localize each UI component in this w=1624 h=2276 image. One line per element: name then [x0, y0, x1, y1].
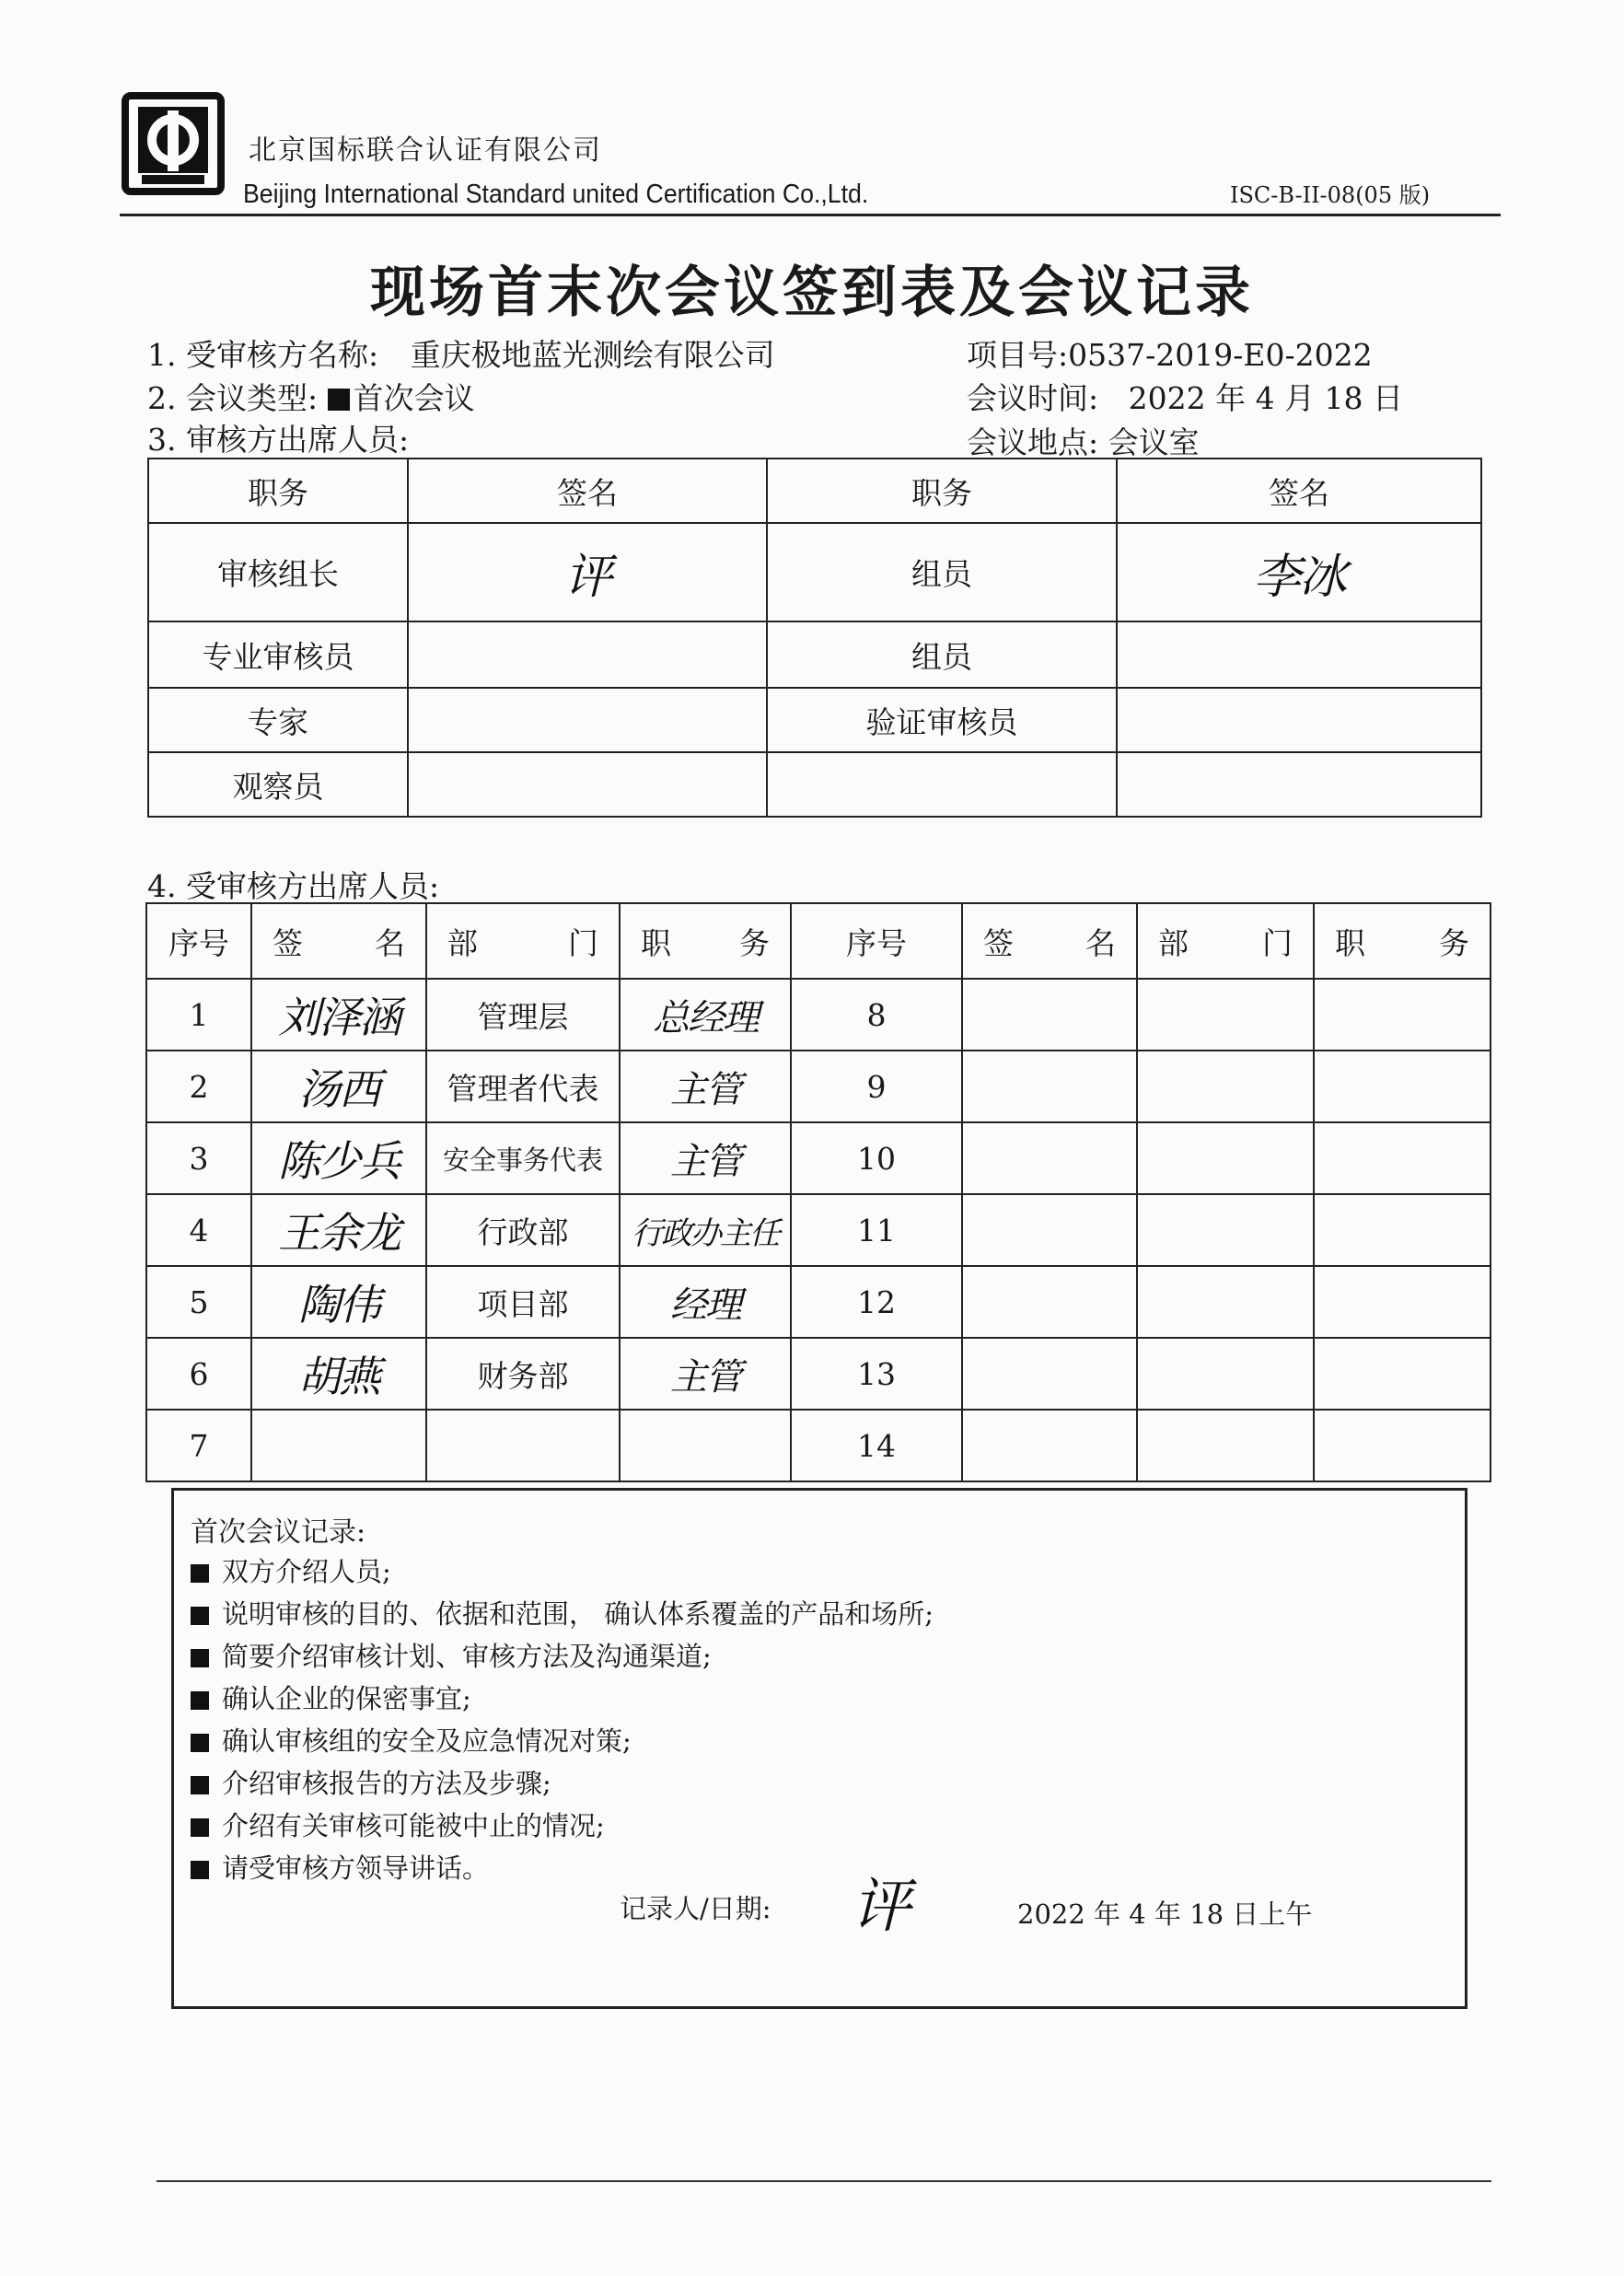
role-cell: 组员	[767, 621, 1117, 688]
row-number: 13	[791, 1338, 962, 1410]
title-cell: 主管	[620, 1338, 791, 1410]
empty-cell	[1314, 1051, 1491, 1122]
title-cell: 行政办主任	[620, 1194, 791, 1266]
checked-box-icon	[191, 1607, 209, 1625]
audit-team-table	[147, 458, 1482, 818]
auditee-name-value: 重庆极地蓝光测绘有限公司	[410, 337, 775, 373]
signature-cell: 陶伟	[251, 1266, 426, 1338]
footer-divider	[157, 2180, 1491, 2182]
role-cell: 组员	[767, 523, 1117, 621]
table-row	[146, 1410, 1491, 1481]
table-row	[146, 1266, 1491, 1338]
row-number: 9	[791, 1051, 962, 1122]
role-cell: 专业审核员	[148, 621, 408, 688]
note-text: 确认企业的保密事宜;	[222, 1683, 471, 1714]
signature-cell	[1117, 752, 1481, 817]
signature-cell: 评	[408, 523, 767, 621]
company-name-en: Beijing International Standard united Certification Co.,Ltd.	[243, 180, 869, 209]
empty-cell	[962, 1338, 1137, 1410]
meeting-place-line	[967, 419, 1200, 462]
empty-cell	[962, 1410, 1137, 1481]
signature-cell	[408, 688, 767, 752]
header-signature: 签名	[408, 459, 767, 523]
row-number: 2	[146, 1051, 251, 1122]
header-char: 部	[1158, 924, 1189, 961]
signature-cell: 胡燕	[251, 1338, 426, 1410]
audit-attendees-label: 3. 审核方出席人员:	[147, 422, 410, 458]
department-cell: 管理层	[426, 979, 620, 1051]
row-number: 1	[146, 979, 251, 1051]
department-cell: 行政部	[426, 1194, 620, 1266]
header-char: 务	[1439, 924, 1469, 961]
department-cell: 管理者代表	[426, 1051, 620, 1122]
table-row	[146, 979, 1491, 1051]
role-cell: 观察员	[148, 752, 408, 817]
checked-box-icon	[191, 1818, 209, 1837]
empty-cell	[1314, 1194, 1491, 1266]
header-char: 名	[1085, 924, 1116, 961]
signature-cell	[408, 752, 767, 817]
table-row	[146, 1122, 1491, 1194]
empty-cell	[1314, 1122, 1491, 1194]
empty-cell	[962, 1266, 1137, 1338]
note-text: 介绍审核报告的方法及步骤;	[222, 1768, 551, 1799]
checked-box-icon	[191, 1861, 209, 1879]
company-name-cn: 北京国标联合认证有限公司	[249, 134, 602, 167]
empty-cell	[1314, 1266, 1491, 1338]
row-number: 3	[146, 1122, 251, 1194]
meeting-notes-box	[171, 1488, 1467, 2009]
role-cell: 审核组长	[148, 523, 408, 621]
header-divider	[120, 214, 1501, 216]
meeting-time-value: 2022 年 4 月 18 日	[1128, 380, 1404, 416]
row-number: 5	[146, 1266, 251, 1338]
table-header-row	[146, 903, 1491, 979]
header-char: 部	[447, 924, 478, 961]
header-char: 签	[273, 924, 303, 961]
table-row	[148, 752, 1481, 817]
header-number: 序号	[146, 903, 251, 979]
header-signature	[251, 903, 426, 979]
note-text: 双方介绍人员;	[222, 1556, 391, 1587]
title-cell: 总经理	[620, 979, 791, 1051]
empty-cell	[1137, 1338, 1314, 1410]
department-cell: 项目部	[426, 1266, 620, 1338]
role-cell: 专家	[148, 688, 408, 752]
table-row	[146, 1051, 1491, 1122]
meeting-type-label: 2. 会议类型:	[147, 380, 319, 416]
checked-box-icon	[191, 1734, 209, 1752]
header-char: 务	[739, 924, 770, 961]
header-char: 职	[641, 924, 671, 961]
auditee-name-line	[147, 331, 775, 375]
meeting-type-value: 首次会议	[353, 380, 475, 416]
row-number: 12	[791, 1266, 962, 1338]
row-number: 8	[791, 979, 962, 1051]
signature-cell	[408, 621, 767, 688]
header-char: 门	[1262, 924, 1293, 961]
row-number: 10	[791, 1122, 962, 1194]
auditee-name-label: 1. 受审核方名称:	[147, 337, 379, 373]
empty-cell	[1137, 1194, 1314, 1266]
empty-cell	[962, 1194, 1137, 1266]
recorder-signature: 评	[852, 1873, 909, 1941]
row-number: 4	[146, 1194, 251, 1266]
title-cell: 主管	[620, 1122, 791, 1194]
header-title	[1314, 903, 1491, 979]
title-cell	[620, 1410, 791, 1481]
note-item	[191, 1721, 632, 1759]
header-char: 职	[1335, 924, 1365, 961]
auditee-attendees-label: 4. 受审核方出席人员:	[147, 868, 440, 904]
signature-cell: 汤西	[251, 1051, 426, 1122]
project-number: 项目号:0537-2019-E0-2022	[967, 337, 1373, 373]
header-char: 名	[375, 924, 405, 961]
table-header-row	[148, 459, 1481, 523]
empty-cell	[1137, 1266, 1314, 1338]
note-item	[191, 1551, 391, 1589]
header-department	[1137, 903, 1314, 979]
signature-cell	[1117, 688, 1481, 752]
table-row	[146, 1338, 1491, 1410]
department-cell: 安全事务代表	[426, 1122, 620, 1194]
signature-cell: 王余龙	[251, 1194, 426, 1266]
meeting-type-line	[147, 375, 475, 418]
row-number: 11	[791, 1194, 962, 1266]
header-signature: 签名	[1117, 459, 1481, 523]
table-row	[146, 1194, 1491, 1266]
department-cell: 财务部	[426, 1338, 620, 1410]
row-number: 7	[146, 1410, 251, 1481]
signature-cell	[1117, 621, 1481, 688]
empty-cell	[962, 979, 1137, 1051]
header-char: 门	[568, 924, 598, 961]
empty-cell	[1137, 979, 1314, 1051]
note-item	[191, 1636, 712, 1674]
signature-cell: 陈少兵	[251, 1122, 426, 1194]
empty-cell	[1314, 1338, 1491, 1410]
empty-cell	[1314, 1410, 1491, 1481]
empty-cell	[1314, 979, 1491, 1051]
row-number: 14	[791, 1410, 962, 1481]
header-role: 职务	[148, 459, 408, 523]
table-row	[148, 621, 1481, 688]
table-row	[148, 523, 1481, 621]
company-logo	[122, 92, 225, 195]
empty-cell	[1137, 1410, 1314, 1481]
note-item	[191, 1848, 489, 1886]
note-text: 请受审核方领导讲话。	[222, 1852, 490, 1884]
row-number: 6	[146, 1338, 251, 1410]
title-cell: 经理	[620, 1266, 791, 1338]
empty-cell	[1137, 1122, 1314, 1194]
header-role: 职务	[767, 459, 1117, 523]
meeting-place-label: 会议地点:	[967, 424, 1099, 460]
notes-title: 首次会议记录:	[191, 1516, 366, 1549]
header-number: 序号	[791, 903, 962, 979]
meeting-place-value: 会议室	[1108, 424, 1200, 460]
note-text: 确认审核组的安全及应急情况对策;	[222, 1725, 632, 1757]
empty-cell	[1137, 1051, 1314, 1122]
meeting-time-line	[967, 375, 1403, 418]
signature-cell	[251, 1410, 426, 1481]
header-char: 签	[983, 924, 1014, 961]
note-item	[191, 1678, 471, 1716]
note-item	[191, 1594, 934, 1632]
note-item	[191, 1763, 551, 1801]
recorder-label: 记录人/日期:	[620, 1893, 771, 1924]
record-date: 2022 年 4 年 18 日上午	[1017, 1899, 1313, 1930]
header-department	[426, 903, 620, 979]
header-title	[620, 903, 791, 979]
signature-cell: 李冰	[1117, 523, 1481, 621]
department-cell	[426, 1410, 620, 1481]
checked-box-icon	[191, 1691, 209, 1710]
note-text: 说明审核的目的、依据和范围， 确认体系覆盖的产品和场所;	[222, 1598, 934, 1630]
table-row	[148, 688, 1481, 752]
signature-cell: 刘泽涵	[251, 979, 426, 1051]
document-code: ISC-B-II-08(05 版)	[1230, 182, 1431, 208]
role-cell: 验证审核员	[767, 688, 1117, 752]
checked-box-icon	[191, 1776, 209, 1794]
document-title: 现场首末次会议签到表及会议记录	[370, 261, 1254, 325]
title-cell: 主管	[620, 1051, 791, 1122]
checked-box-icon	[191, 1649, 209, 1667]
role-cell	[767, 752, 1117, 817]
note-text: 介绍有关审核可能被中止的情况;	[222, 1810, 605, 1841]
checked-box-icon	[328, 389, 350, 411]
empty-cell	[962, 1122, 1137, 1194]
note-text: 简要介绍审核计划、审核方法及沟通渠道;	[222, 1641, 712, 1672]
meeting-time-label: 会议时间:	[967, 380, 1099, 416]
note-item	[191, 1806, 605, 1843]
checked-box-icon	[191, 1564, 209, 1583]
empty-cell	[962, 1051, 1137, 1122]
header-signature	[962, 903, 1137, 979]
auditee-attendees-table	[145, 902, 1491, 1482]
